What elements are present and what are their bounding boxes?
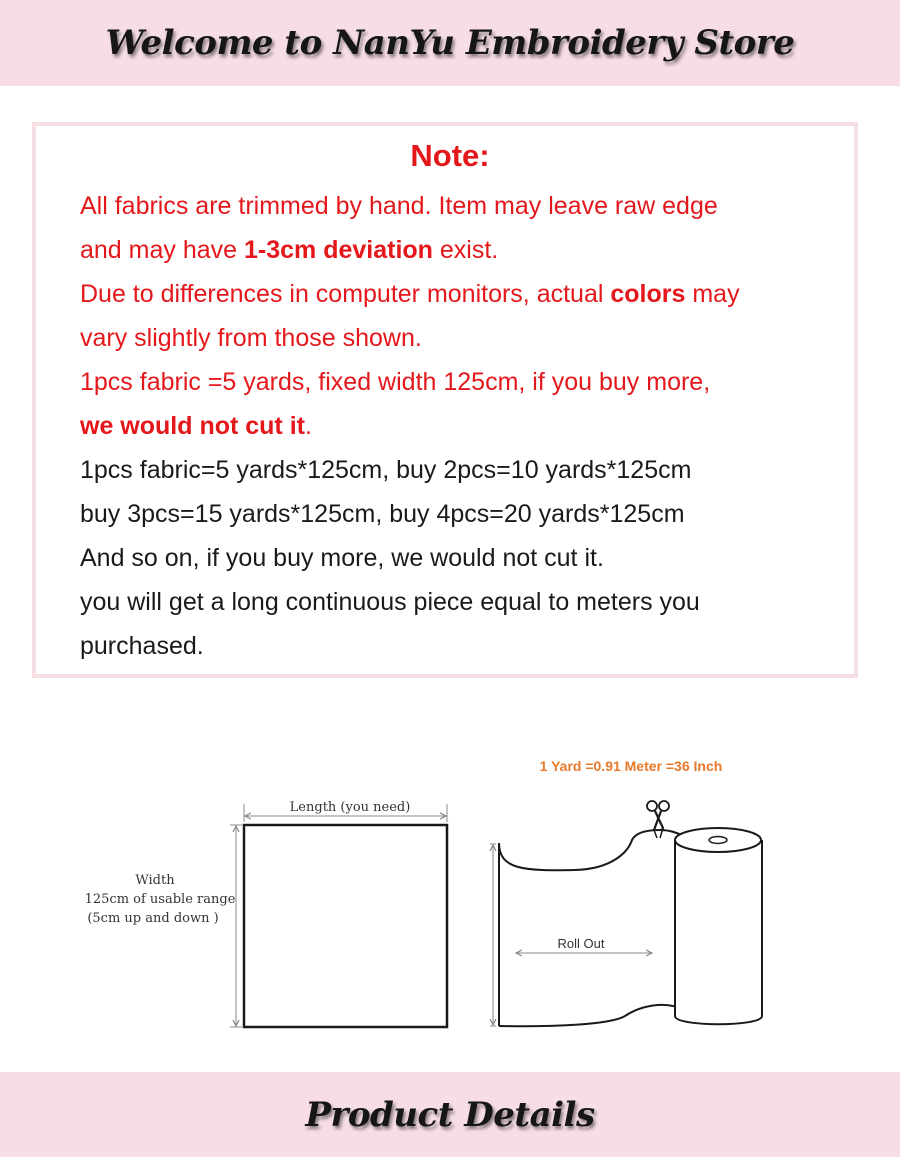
fabric-rectangle [244,825,447,1027]
scissors-icon [647,801,669,838]
store-title: Welcome to NanYu Embroidery Store [105,23,795,63]
note-line-3: Due to differences in computer monitors, actual colors may [80,280,740,308]
fabric-piece [85,800,447,1027]
header-banner [0,0,900,86]
footer-banner [0,1072,900,1157]
width-label: Width [135,873,175,888]
product-details-title: Product Details [305,1094,595,1135]
note-line-11: purchased. [80,632,204,660]
note-title: Note: [410,138,490,173]
note-line-4: vary slightly from those shown. [80,324,422,352]
length-label: Length (you need) [289,800,411,815]
width-tolerance: (5cm up and down ) [87,911,219,926]
note-line-6: we would not cut it. [80,412,312,440]
note-line-7: 1pcs fabric=5 yards*125cm, buy 2pcs=10 yards*125cm [80,456,692,484]
roll-out-label: Roll Out [557,936,605,951]
fabric-diagram [0,740,900,1040]
note-line-1: All fabrics are trimmed by hand. Item may leave raw edge [80,192,718,220]
yard-conversion: 1 Yard =0.91 Meter =36 Inch [539,758,723,774]
note-line-5: 1pcs fabric =5 yards, fixed width 125cm, if you buy more, [80,368,711,396]
width-range: 125cm of usable range [84,892,236,907]
note-line-10: you will get a long continuous piece equal to meters you [80,588,700,616]
fabric-roll-icon [490,758,762,1026]
note-line-2: and may have 1-3cm deviation exist. [80,236,499,264]
note-line-8: buy 3pcs=15 yards*125cm, buy 4pcs=20 yards*125cm [80,500,685,528]
note-line-9: And so on, if you buy more, we would not cut it. [80,544,604,572]
